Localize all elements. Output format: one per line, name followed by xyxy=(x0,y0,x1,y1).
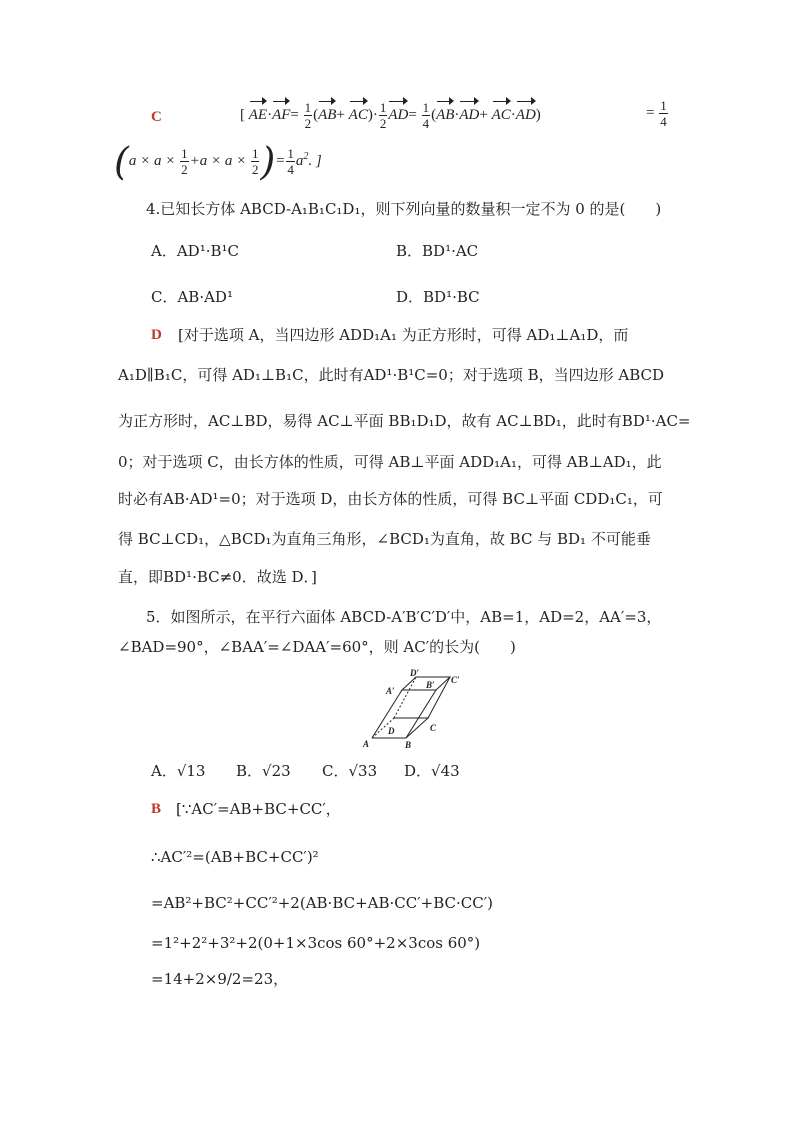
q4-option-c: C．AB·AD¹ xyxy=(151,288,233,306)
block-c-expression: [ AE·AF= $\frac{1}{2}$ (AB+ AC)· $\frac{1}{2}$ AD= $\frac{1}{4}$ (AB·AD+ AC·AD) xyxy=(240,98,541,131)
sol5-line2: ∴AC′²=(AB+BC+CC′)² xyxy=(151,848,319,866)
edge-aa1 xyxy=(372,690,402,738)
sol4-line4: 0；对于选项 C，由长方体的性质，可得 AB⊥平面 ADD₁A₁，可得 AB⊥AD₁，此 xyxy=(118,453,662,471)
sol5-line3: =AB²+BC²+CC′²+2(AB·BC+AB·CC′+BC·CC′) xyxy=(151,894,493,912)
fig-label-d: D xyxy=(388,726,395,736)
answer-label-c: C xyxy=(151,109,162,125)
bottom-face-visible xyxy=(372,718,428,738)
answer-label-b: B xyxy=(151,801,162,817)
sol4-line7: 直，即BD¹·BC≠0．故选 D．] xyxy=(118,568,317,586)
q5-stem-line1: 5．如图所示，在平行六面体 ABCD-A′B′C′D′中，AB=1，AD=2，AA′=3， xyxy=(146,608,662,626)
q4-option-a: A．AD¹·B¹C xyxy=(151,242,239,260)
q5-option-a: A．√13 xyxy=(151,762,206,780)
sol5-line1: [∵AC′=AB+BC+CC′， xyxy=(176,800,341,818)
answer-label-d: D xyxy=(151,327,162,343)
q4-option-d: D．BD¹·BC xyxy=(396,288,480,306)
sol4-line1: [对于选项 A，当四边形 ADD₁A₁ 为正方形时，可得 AD₁⊥A₁D，而 xyxy=(178,326,629,344)
bracket-open: [ xyxy=(240,107,245,123)
q4-option-b: B．BD¹·AC xyxy=(396,242,479,260)
q4-stem: 4.已知长方体 ABCD-A₁B₁C₁D₁，则下列向量的数量积一定不为 0 的是( ) xyxy=(146,200,662,218)
sol4-line3: 为正方形时，AC⊥BD，易得 AC⊥平面 BB₁D₁D，故有 AC⊥BD₁，此时有BD¹·AC= xyxy=(118,412,691,430)
fig-label-a: A xyxy=(363,739,370,749)
sol4-line6: 得 BC⊥CD₁，△BCD₁为直角三角形，∠BCD₁为直角，故 BC 与 BD₁ 不可能垂 xyxy=(118,530,651,548)
q5-option-d: D．√43 xyxy=(404,762,460,780)
q5-stem-line2: ∠BAD=90°，∠BAA′=∠DAA′=60°，则 AC′的长为( ) xyxy=(118,638,516,656)
sol4-line5: 时必有AB·AD¹=0；对于选项 D，由长方体的性质，可得 BC⊥平面 CDD₁C₁，可 xyxy=(118,490,663,508)
q5-option-b: B．√23 xyxy=(236,762,291,780)
fig-label-b-prime: B′ xyxy=(426,680,435,690)
sol4-line2: A₁D∥B₁C，可得 AD₁⊥B₁C，此时有AD¹·B¹C=0；对于选项 B，当四边形 ABCD xyxy=(118,366,665,384)
sol5-line5: =14+2×9/2=23， xyxy=(151,970,289,988)
fig-label-b: B xyxy=(405,740,412,750)
block-c-line2: (a × a × $\frac{1}{2}$ +a × a × $\frac{1}{2}$ )= $\frac{1}{4}$ $a^2$. ] xyxy=(114,139,322,184)
q5-option-c: C．√33 xyxy=(322,762,378,780)
block-c-right: = $\frac{1}{4}$ xyxy=(646,98,667,129)
fig-label-a-prime: A′ xyxy=(386,686,395,696)
parallelepiped-figure xyxy=(358,668,468,752)
fig-label-c: C xyxy=(430,723,437,733)
fig-label-d-prime: D′ xyxy=(410,668,420,678)
sol5-line4: =1²+2²+3²+2(0+1×3cos 60°+2×3cos 60°) xyxy=(151,934,481,952)
fig-label-c-prime: C′ xyxy=(451,675,460,685)
